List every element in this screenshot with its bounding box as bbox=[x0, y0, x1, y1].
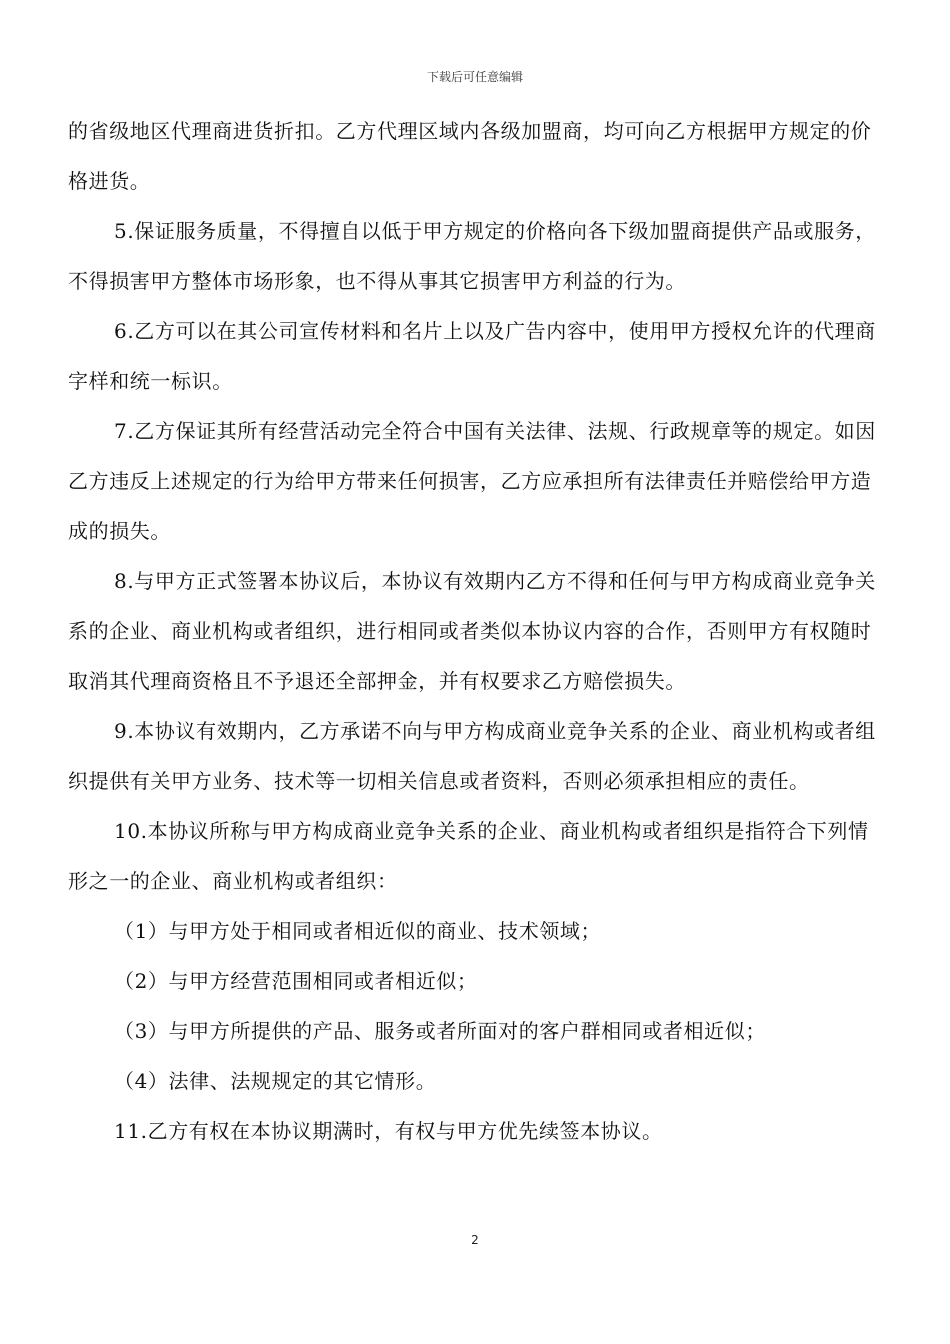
paragraph-clause-11: 11.乙方有权在本协议期满时，有权与甲方优先续签本协议。 bbox=[114, 1119, 663, 1143]
paragraph-clause-6: 6.乙方可以在其公司宣传材料和名片上以及广告内容中，使用甲方授权允许的代理商字样和统一标识。 bbox=[68, 319, 876, 393]
paragraph-continuation: 的省级地区代理商进货折扣。乙方代理区域内各级加盟商，均可向乙方根据甲方规定的价格进货。 bbox=[68, 119, 872, 193]
page-header: 下载后可任意编辑 bbox=[426, 70, 523, 84]
list-item-3: （3）与甲方所提供的产品、服务或者所面对的客户群相同或者相近似； bbox=[114, 1019, 766, 1043]
paragraph-clause-7: 7.乙方保证其所有经营活动完全符合中国有关法律、法规、行政规章等的规定。如因乙方违反上述规定的行为给甲方带来任何损害，乙方应承担所有法律责任并赔偿给甲方造成的损失。 bbox=[68, 419, 876, 543]
paragraph-clause-5: 5.保证服务质量，不得擅自以低于甲方规定的价格向各下级加盟商提供产品或服务，不得损害甲方整体市场形象，也不得从事其它损害甲方利益的行为。 bbox=[68, 219, 876, 293]
page-number: 2 bbox=[471, 1233, 479, 1247]
list-item-2: （2）与甲方经营范围相同或者相近似； bbox=[114, 969, 478, 993]
document-body bbox=[68, 106, 884, 1156]
paragraph-clause-8: 8.与甲方正式签署本协议后，本协议有效期内乙方不得和任何与甲方构成商业竞争关系的企业、商业机构或者组织，进行相同或者类似本协议内容的合作，否则甲方有权随时取消其代理商资格且不予退还全部押金，并有权要求乙方赔偿损失。 bbox=[68, 569, 876, 693]
paragraph-clause-10: 10.本协议所称与甲方构成商业竞争关系的企业、商业机构或者组织是指符合下列情形之一的企业、商业机构或者组织： bbox=[68, 819, 869, 893]
paragraph-clause-9: 9.本协议有效期内，乙方承诺不向与甲方构成商业竞争关系的企业、商业机构或者组织提供有关甲方业务、技术等一切相关信息或者资料，否则必须承担相应的责任。 bbox=[68, 719, 876, 793]
list-item-1: （1）与甲方处于相同或者相近似的商业、技术领域； bbox=[114, 919, 602, 943]
list-item-4: （4）法律、法规规定的其它情形。 bbox=[114, 1069, 437, 1093]
